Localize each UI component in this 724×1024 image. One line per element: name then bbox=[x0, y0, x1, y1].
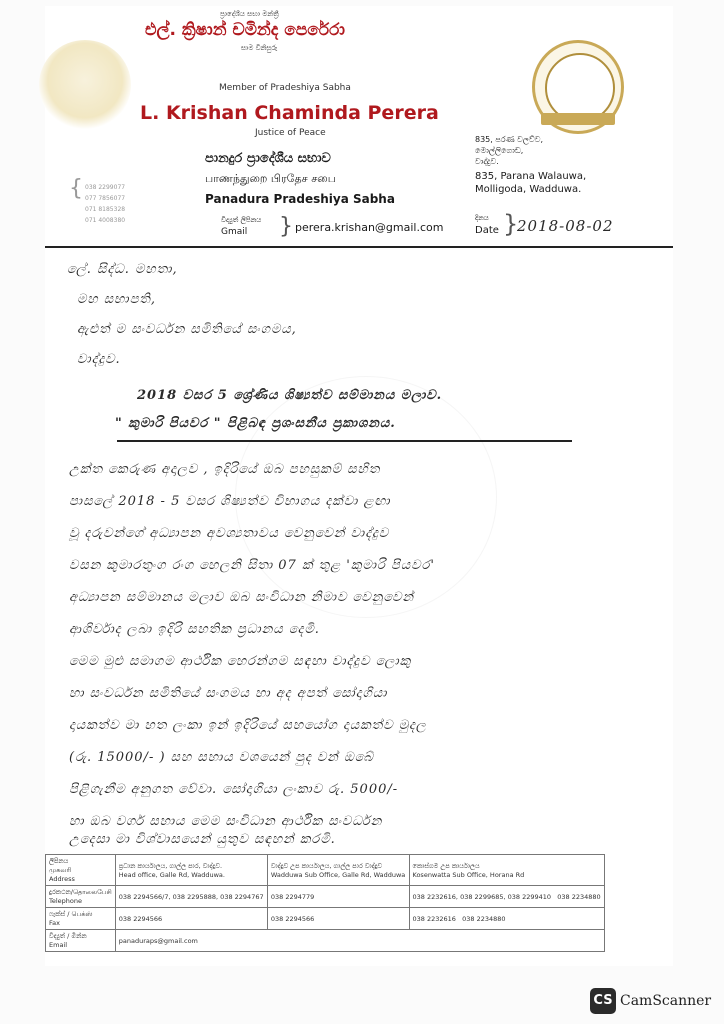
address-si: 835, පරණ වලව්ව, මොල්ලිගොඩ, වාද්දුව. bbox=[475, 135, 544, 166]
body-line-5: අධ්‍යාපන සම්මානය මලාව ඔබ සංවිධාන නිමාව වෙනුවෙන් bbox=[69, 590, 415, 605]
recipient-line-3: ඇළුත් ම සංවර්ධන සමිතියේ සංගමය, bbox=[77, 322, 297, 337]
body-line-10: (රු. 15000/- ) සහ සහාය වශයෙන් පුද වන් ඔබේ bbox=[69, 750, 374, 765]
body-line-7: මෙම මුළු සමාගම ආර්ථික හෙරන්ගම සඳහා වාද්දුව ලොකු bbox=[69, 654, 412, 669]
phone-brace-icon: { bbox=[69, 176, 83, 201]
government-emblem-icon bbox=[39, 40, 131, 130]
date-brace-icon: } bbox=[503, 210, 519, 238]
camscanner-logo-icon: CS bbox=[590, 988, 616, 1014]
phone-list: 038 2299077 077 7856077 071 8185328 071 4008380 bbox=[85, 184, 126, 224]
letter-page bbox=[45, 6, 673, 966]
email-label-en: Gmail bbox=[221, 227, 248, 237]
table-row-email: විද්‍යුත් / මින්න Email panaduraps@gmail.com bbox=[46, 930, 605, 952]
body-line-2: පාසලේ 2018 - 5 වසර ශිෂ්‍යත්ව විභාගය දක්වා ළඟා bbox=[69, 494, 391, 509]
body-line-4: වසන කුමාරතුංග රංග හෙලනි සිතා 07 ක් තුළ 'කුමාරි පියවර' bbox=[69, 558, 435, 573]
date-label-si: දිනය bbox=[475, 214, 489, 222]
table-row-telephone: දුරකථන/தொலைபேசி Telephone 038 2294566/7, 038 2295888, 038 2294767 038 2294779 038 2232616, 038 2299685, 038 2299410 038 2234880 bbox=[46, 886, 605, 908]
body-line-3: වූ දරුවන්ගේ අධ්‍යාපන අවශ්‍යතාවය වෙනුවෙන් වාද්දුව bbox=[69, 526, 390, 541]
body-line-11: පිළිගැනීම අනුගත වේවා. සෝදාගියා ලංකාව රු. 5000/- bbox=[69, 782, 399, 797]
date-label-en: Date bbox=[475, 225, 499, 236]
sabha-ta: பாணந்துறை பிரதேச சபை bbox=[205, 172, 336, 185]
body-line-9: දායකත්ව මා හත ලංකා ඉන් ඉදිරියේ සහයෝග දායකත්ව මුදල bbox=[69, 718, 427, 733]
table-row-fax: ෆැක්ස් / பெக்ஸ் Fax 038 2294566 038 2294566 038 2232616 038 2234880 bbox=[46, 908, 605, 930]
body-line-12: හා ඔබ වර්ග සහාය මෙම සංවිධාන ආර්ථික සංවර්ධන bbox=[69, 814, 383, 829]
pradeshiya-sabha-seal-icon bbox=[532, 40, 624, 134]
brace-icon: } bbox=[279, 214, 293, 239]
body-line-8: හා සංවර්ධන සමිතියේ සංගමය හා අද අපත් සෝදාගියා bbox=[69, 686, 388, 701]
subject-line-2: " කුමාරි පියවර " පිළිබඳ ප්‍රශංසනීය ප්‍රකාශනය. bbox=[115, 416, 396, 431]
recipient-line-2: මහ සභාපති, bbox=[77, 292, 157, 307]
header-divider bbox=[45, 246, 673, 248]
body-line-6: ආශිර්වාද ලබා ඉදිරි සහතික ප්‍රධානය දෙමි. bbox=[69, 622, 320, 637]
member-en: Member of Pradeshiya Sabha bbox=[219, 83, 351, 93]
recipient-line-1: ලේ. සිද්ධ. මහතා, bbox=[67, 262, 178, 277]
jp-si: සාම විනිසුරු bbox=[241, 44, 278, 52]
title-si-top: ප්‍රාදේශීය සභා මන්ත්‍රී bbox=[220, 10, 279, 18]
email-address: perera.krishan@gmail.com bbox=[295, 221, 444, 234]
name-si: එල්. ක්‍රිෂාන් චමින්ද පෙරේරා bbox=[145, 20, 345, 40]
email-label-si: විද්‍යුත් ලිපිනය bbox=[221, 216, 262, 224]
sabha-si: පානදුර ප්‍රාදේශීය සභාව bbox=[205, 151, 331, 166]
subject-underline bbox=[117, 440, 572, 442]
table-row-address: ලිපිනය முகவரி Address ප්‍රධාන කාර්යාලය, ගාල්ල පාර, වාද්දුව. Head office, Galle Rd, Wadduwa. වාද්දුව උප කාර්යාලය, ගාල්ල පාර වාද්දුව Wadduwa Sub Office, Galle Rd, Wadduwa කොස්ගම උප කාර්යාලය Kosenwatta Sub Office, Horana Rd bbox=[46, 855, 605, 886]
sabha-en: Panadura Pradeshiya Sabha bbox=[205, 192, 395, 206]
subject-line-1: 2018 වසර 5 ශ්‍රේණිය ශිෂ්‍යත්ව සම්මානය මලාව. bbox=[137, 388, 443, 403]
camscanner-label: CamScanner bbox=[620, 993, 712, 1009]
jp-en: Justice of Peace bbox=[255, 128, 326, 138]
body-line-13: උදෙසා මා විශ්වාසයෙන් යුතුව සඳහන් කරමි. bbox=[69, 832, 336, 847]
name-en: L. Krishan Chaminda Perera bbox=[140, 102, 439, 124]
address-en: 835, Parana Walauwa, Molligoda, Wadduwa. bbox=[475, 171, 587, 195]
date-value: 2018-08-02 bbox=[517, 217, 614, 235]
recipient-line-4: වාද්දුව. bbox=[77, 352, 121, 367]
contact-table bbox=[45, 854, 605, 952]
body-line-1: උක්ත කෙරුණ අදාලව , ඉදිරියේ ඔබ පහසුකම් සහිත bbox=[69, 462, 381, 477]
